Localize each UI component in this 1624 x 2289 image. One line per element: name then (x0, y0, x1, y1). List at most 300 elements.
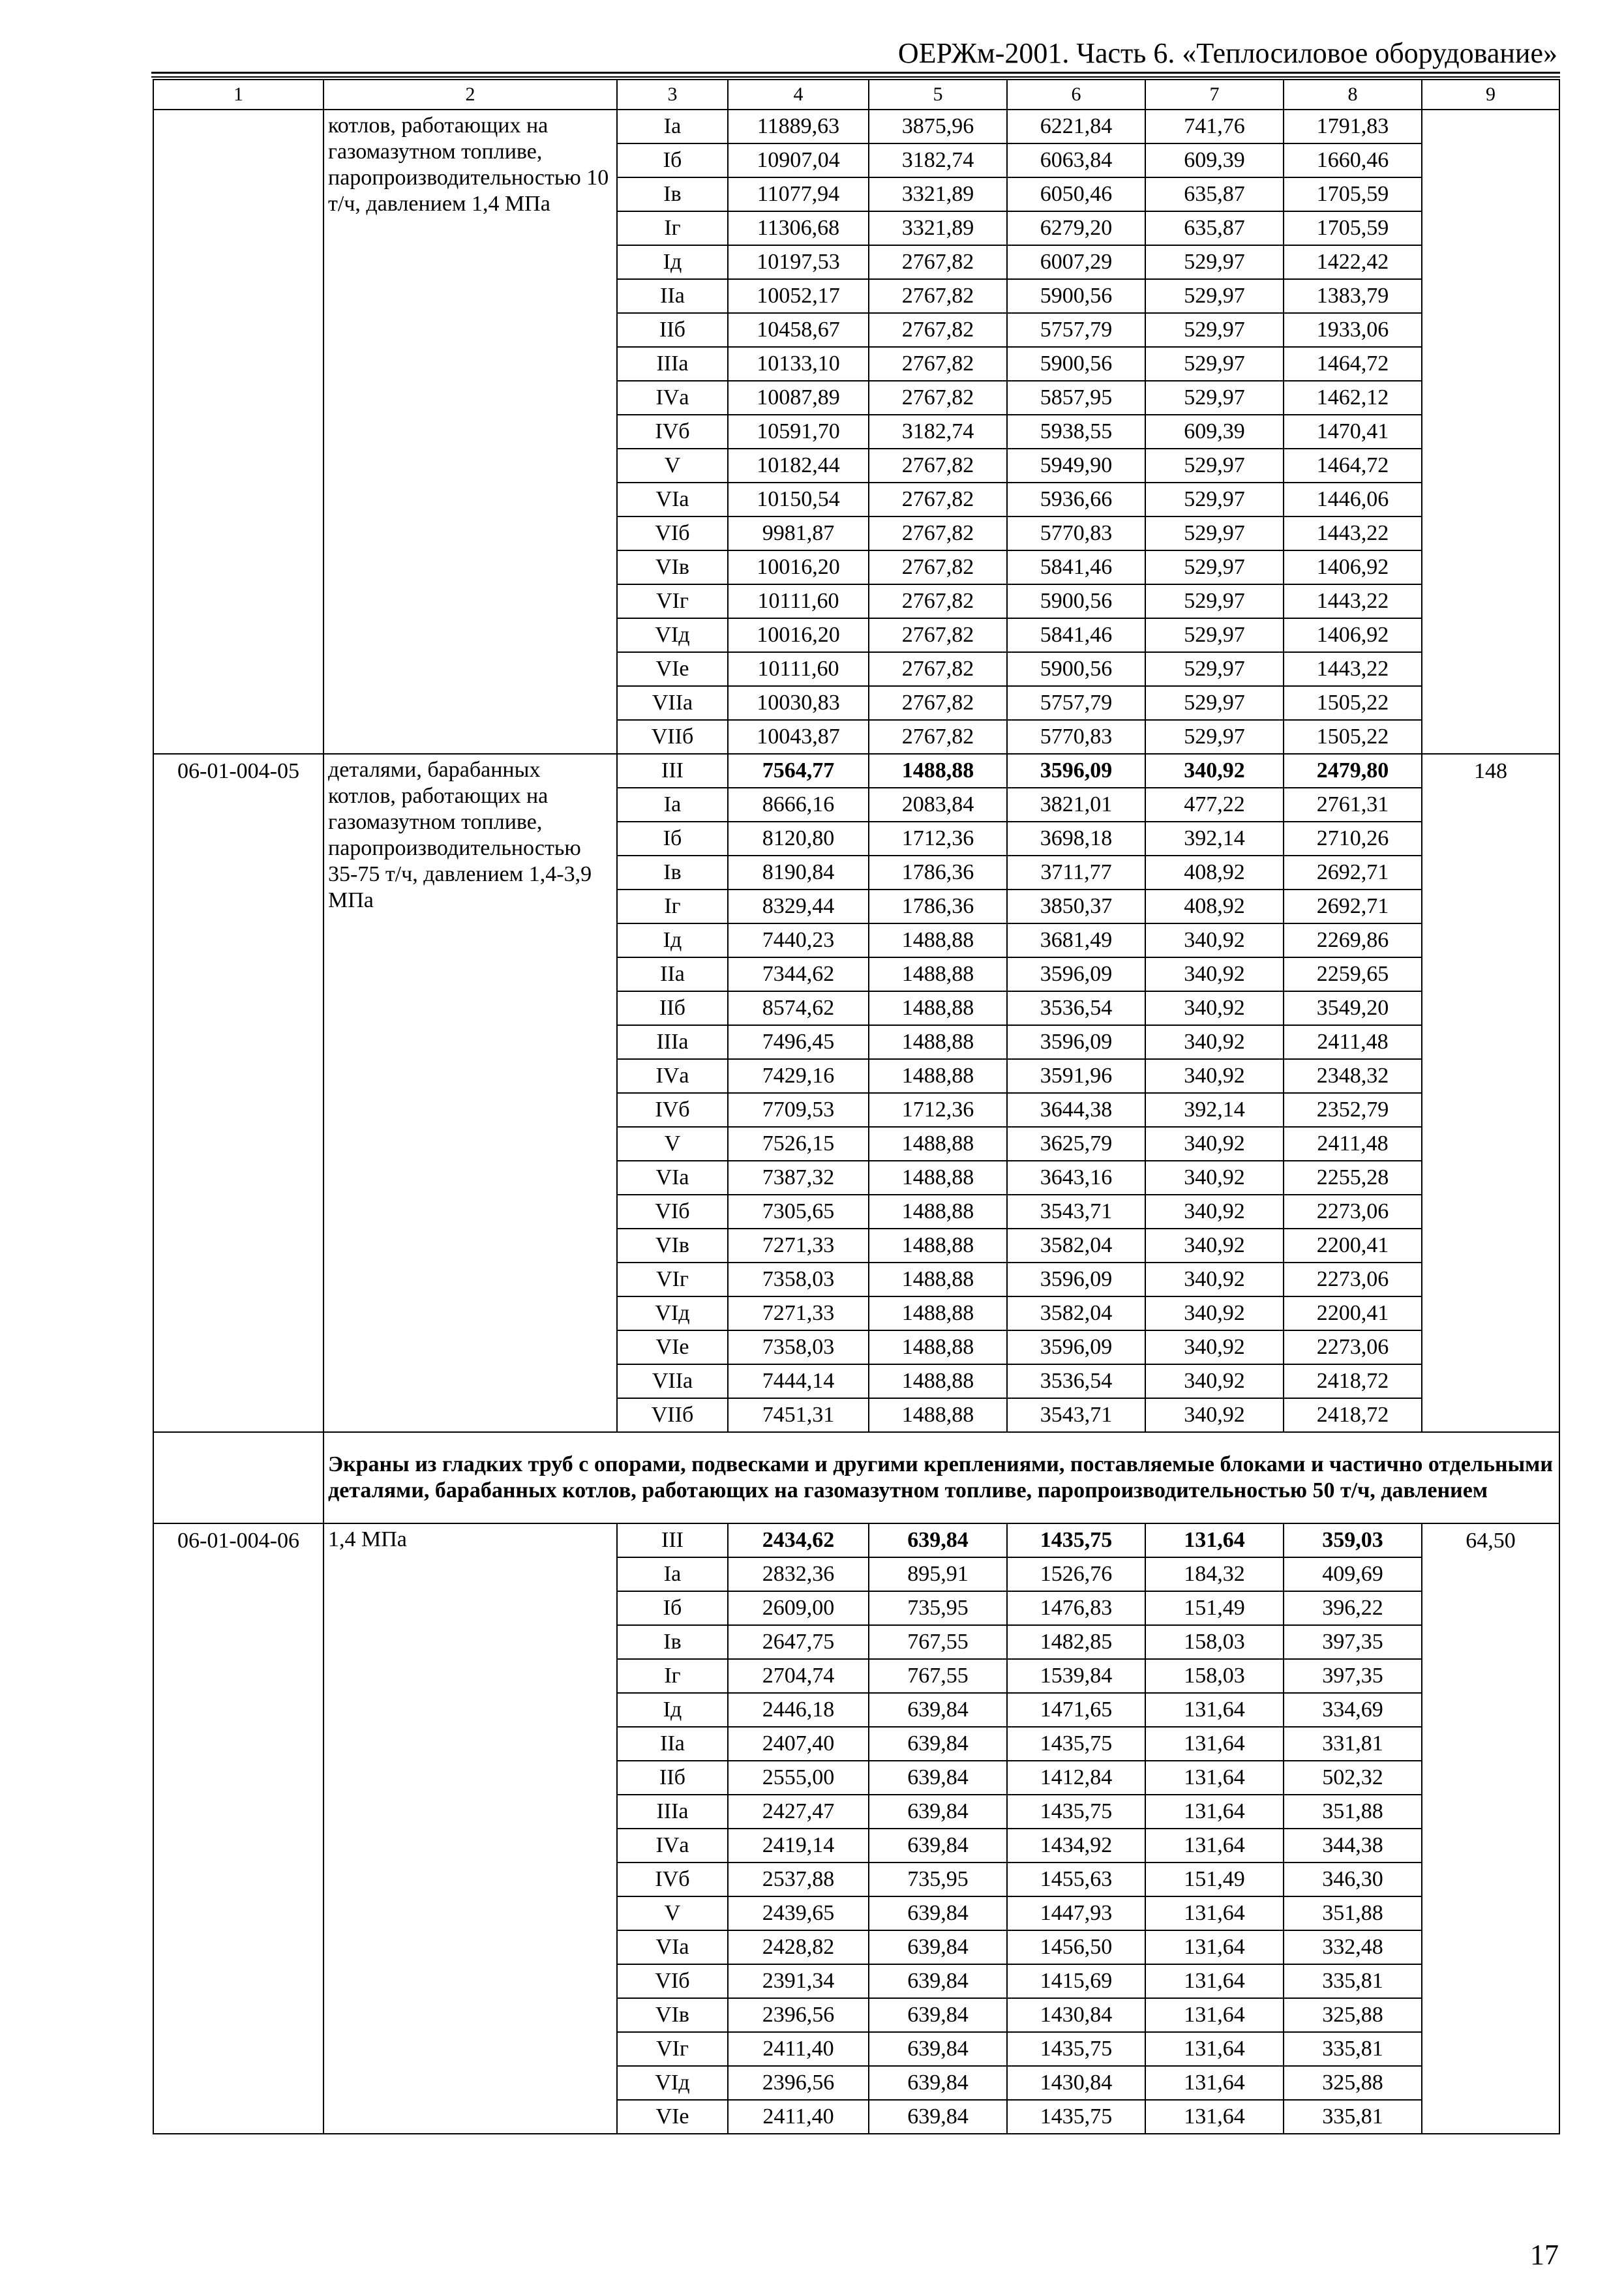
machine-cost: 3625,79 (1007, 1127, 1145, 1161)
total-cost: 8190,84 (728, 856, 869, 890)
total-cost: 10907,04 (728, 143, 869, 177)
zone-code: VIе (617, 652, 728, 686)
machine-cost: 3543,71 (1007, 1195, 1145, 1229)
column-number-row (153, 80, 1559, 110)
operator-wage: 340,92 (1145, 1025, 1284, 1059)
zone-code: IIа (617, 279, 728, 313)
material-cost: 502,32 (1284, 1761, 1422, 1795)
labor-cost: 767,55 (869, 1659, 1007, 1693)
operator-wage: 340,92 (1145, 1330, 1284, 1364)
operator-wage: 529,97 (1145, 550, 1284, 584)
material-cost: 1933,06 (1284, 313, 1422, 347)
material-cost: 1422,42 (1284, 245, 1422, 279)
material-cost: 3549,20 (1284, 991, 1422, 1025)
labor-cost: 639,84 (869, 1896, 1007, 1930)
operator-wage: 131,64 (1145, 2066, 1284, 2100)
machine-cost: 3596,09 (1007, 957, 1145, 991)
machine-cost: 1435,75 (1007, 2032, 1145, 2066)
material-cost: 351,88 (1284, 1795, 1422, 1829)
column-number: 1 (153, 80, 323, 110)
labor-hours: 64,50 (1422, 1523, 1559, 2134)
total-cost: 7564,77 (728, 754, 869, 788)
zone-code: Iг (617, 211, 728, 245)
labor-cost: 735,95 (869, 1591, 1007, 1625)
operator-wage: 158,03 (1145, 1659, 1284, 1693)
rate-description: деталями, барабанных котлов, работающих на газомазутном топливе, паропроизводительностью 35-75 т/ч, давлением 1,4-3,9 МПа (323, 754, 617, 1432)
total-cost: 8329,44 (728, 890, 869, 923)
zone-code: VIа (617, 1161, 728, 1195)
material-cost: 1505,22 (1284, 720, 1422, 754)
machine-cost: 3596,09 (1007, 1025, 1145, 1059)
zone-code: VIв (617, 1998, 728, 2032)
operator-wage: 340,92 (1145, 1296, 1284, 1330)
machine-cost: 1456,50 (1007, 1930, 1145, 1964)
labor-cost: 2767,82 (869, 483, 1007, 516)
material-cost: 2259,65 (1284, 957, 1422, 991)
material-cost: 2418,72 (1284, 1364, 1422, 1398)
total-cost: 8574,62 (728, 991, 869, 1025)
column-number: 9 (1422, 80, 1559, 110)
labor-cost: 1488,88 (869, 957, 1007, 991)
labor-cost: 639,84 (869, 1523, 1007, 1557)
material-cost: 344,38 (1284, 1829, 1422, 1863)
operator-wage: 131,64 (1145, 1727, 1284, 1761)
labor-cost: 2767,82 (869, 245, 1007, 279)
labor-cost: 1712,36 (869, 822, 1007, 856)
material-cost: 2348,32 (1284, 1059, 1422, 1093)
operator-wage: 131,64 (1145, 1930, 1284, 1964)
machine-cost: 3644,38 (1007, 1093, 1145, 1127)
operator-wage: 609,39 (1145, 415, 1284, 449)
total-cost: 2647,75 (728, 1625, 869, 1659)
total-cost: 10052,17 (728, 279, 869, 313)
labor-cost: 1712,36 (869, 1093, 1007, 1127)
operator-wage: 529,97 (1145, 516, 1284, 550)
total-cost: 2427,47 (728, 1795, 869, 1829)
zone-code: Iг (617, 1659, 728, 1693)
machine-cost: 5757,79 (1007, 313, 1145, 347)
operator-wage: 529,97 (1145, 313, 1284, 347)
operator-wage: 609,39 (1145, 143, 1284, 177)
total-cost: 10150,54 (728, 483, 869, 516)
material-cost: 1443,22 (1284, 652, 1422, 686)
zone-code: IIа (617, 957, 728, 991)
zone-code: V (617, 1896, 728, 1930)
total-cost: 7358,03 (728, 1330, 869, 1364)
rate-code: 06-01-004-05 (153, 754, 323, 1432)
zone-code: V (617, 1127, 728, 1161)
labor-cost: 1488,88 (869, 1229, 1007, 1263)
total-cost: 2434,62 (728, 1523, 869, 1557)
labor-cost: 1488,88 (869, 1195, 1007, 1229)
total-cost: 2537,88 (728, 1863, 869, 1896)
labor-cost: 1488,88 (869, 923, 1007, 957)
machine-cost: 6279,20 (1007, 211, 1145, 245)
material-cost: 325,88 (1284, 2066, 1422, 2100)
zone-code: VIIб (617, 1398, 728, 1432)
machine-cost: 5900,56 (1007, 279, 1145, 313)
labor-cost: 2767,82 (869, 313, 1007, 347)
machine-cost: 5770,83 (1007, 516, 1145, 550)
total-cost: 11889,63 (728, 110, 869, 143)
material-cost: 1383,79 (1284, 279, 1422, 313)
labor-cost: 639,84 (869, 1930, 1007, 1964)
total-cost: 7271,33 (728, 1296, 869, 1330)
material-cost: 1470,41 (1284, 415, 1422, 449)
zone-code: VIб (617, 516, 728, 550)
labor-cost: 1786,36 (869, 890, 1007, 923)
operator-wage: 340,92 (1145, 1127, 1284, 1161)
material-cost: 2273,06 (1284, 1330, 1422, 1364)
material-cost: 325,88 (1284, 1998, 1422, 2032)
zone-code: IVб (617, 1093, 728, 1127)
total-cost: 2419,14 (728, 1829, 869, 1863)
material-cost: 2710,26 (1284, 822, 1422, 856)
column-number: 3 (617, 80, 728, 110)
material-cost: 359,03 (1284, 1523, 1422, 1557)
labor-cost: 2083,84 (869, 788, 1007, 822)
machine-cost: 5857,95 (1007, 381, 1145, 415)
zone-code: VIа (617, 483, 728, 516)
operator-wage: 529,97 (1145, 449, 1284, 483)
machine-cost: 3681,49 (1007, 923, 1145, 957)
material-cost: 2418,72 (1284, 1398, 1422, 1432)
machine-cost: 3582,04 (1007, 1229, 1145, 1263)
operator-wage: 131,64 (1145, 1896, 1284, 1930)
operator-wage: 340,92 (1145, 991, 1284, 1025)
machine-cost: 1415,69 (1007, 1964, 1145, 1998)
material-cost: 335,81 (1284, 1964, 1422, 1998)
material-cost: 397,35 (1284, 1659, 1422, 1693)
material-cost: 2411,48 (1284, 1127, 1422, 1161)
material-cost: 1505,22 (1284, 686, 1422, 720)
labor-cost: 639,84 (869, 2100, 1007, 2134)
material-cost: 2273,06 (1284, 1263, 1422, 1296)
total-cost: 7344,62 (728, 957, 869, 991)
rate-description: 1,4 МПа (323, 1523, 617, 2134)
zone-code: VIIа (617, 1364, 728, 1398)
total-cost: 10087,89 (728, 381, 869, 415)
total-cost: 7496,45 (728, 1025, 869, 1059)
material-cost: 335,81 (1284, 2032, 1422, 2066)
rate-code: 06-01-004-06 (153, 1523, 323, 2134)
operator-wage: 151,49 (1145, 1591, 1284, 1625)
labor-cost: 1488,88 (869, 1127, 1007, 1161)
material-cost: 1443,22 (1284, 516, 1422, 550)
machine-cost: 5900,56 (1007, 584, 1145, 618)
total-cost: 2428,82 (728, 1930, 869, 1964)
operator-wage: 340,92 (1145, 1161, 1284, 1195)
material-cost: 2269,86 (1284, 923, 1422, 957)
operator-wage: 529,97 (1145, 381, 1284, 415)
total-cost: 2555,00 (728, 1761, 869, 1795)
operator-wage: 529,97 (1145, 686, 1284, 720)
machine-cost: 1476,83 (1007, 1591, 1145, 1625)
zone-code: Iа (617, 1557, 728, 1591)
machine-cost: 3543,71 (1007, 1398, 1145, 1432)
machine-cost: 3698,18 (1007, 822, 1145, 856)
zone-code: VIб (617, 1195, 728, 1229)
operator-wage: 529,97 (1145, 347, 1284, 381)
operator-wage: 529,97 (1145, 652, 1284, 686)
total-cost: 11306,68 (728, 211, 869, 245)
total-cost: 7444,14 (728, 1364, 869, 1398)
labor-cost: 1488,88 (869, 1364, 1007, 1398)
total-cost: 2609,00 (728, 1591, 869, 1625)
labor-cost: 1488,88 (869, 1296, 1007, 1330)
material-cost: 2352,79 (1284, 1093, 1422, 1127)
operator-wage: 340,92 (1145, 1229, 1284, 1263)
column-number: 7 (1145, 80, 1284, 110)
operator-wage: 340,92 (1145, 754, 1284, 788)
zone-code: VIIб (617, 720, 728, 754)
zone-code: IVа (617, 1059, 728, 1093)
operator-wage: 529,97 (1145, 279, 1284, 313)
machine-cost: 6050,46 (1007, 177, 1145, 211)
table-row (153, 1523, 1559, 1557)
operator-wage: 529,97 (1145, 618, 1284, 652)
labor-cost: 3321,89 (869, 177, 1007, 211)
total-cost: 10043,87 (728, 720, 869, 754)
labor-cost: 2767,82 (869, 720, 1007, 754)
material-cost: 346,30 (1284, 1863, 1422, 1896)
material-cost: 1660,46 (1284, 143, 1422, 177)
labor-cost: 2767,82 (869, 516, 1007, 550)
total-cost: 7387,32 (728, 1161, 869, 1195)
labor-cost: 895,91 (869, 1557, 1007, 1591)
zone-code: IVб (617, 415, 728, 449)
machine-cost: 3536,54 (1007, 991, 1145, 1025)
machine-cost: 1430,84 (1007, 2066, 1145, 2100)
total-cost: 10111,60 (728, 652, 869, 686)
material-cost: 1705,59 (1284, 211, 1422, 245)
machine-cost: 1435,75 (1007, 1727, 1145, 1761)
material-cost: 397,35 (1284, 1625, 1422, 1659)
section-blank (153, 1432, 323, 1523)
machine-cost: 3582,04 (1007, 1296, 1145, 1330)
zone-code: IIIа (617, 347, 728, 381)
operator-wage: 340,92 (1145, 957, 1284, 991)
total-cost: 7451,31 (728, 1398, 869, 1432)
labor-cost: 639,84 (869, 1727, 1007, 1761)
rates-table-body (153, 80, 1559, 2134)
zone-code: IIIа (617, 1795, 728, 1829)
operator-wage: 529,97 (1145, 483, 1284, 516)
total-cost: 7271,33 (728, 1229, 869, 1263)
section-heading: Экраны из гладких труб с опорами, подвесками и другими креплениями, поставляемые блоками и частично отдельными деталями, барабанных котлов, работающих на газомазутном топливе, паропроизводительностью 50 т/ч, давлением (323, 1432, 1559, 1523)
zone-code: VIд (617, 1296, 728, 1330)
material-cost: 1791,83 (1284, 110, 1422, 143)
operator-wage: 131,64 (1145, 1761, 1284, 1795)
machine-cost: 3850,37 (1007, 890, 1145, 923)
operator-wage: 158,03 (1145, 1625, 1284, 1659)
machine-cost: 1434,92 (1007, 1829, 1145, 1863)
labor-cost: 639,84 (869, 1964, 1007, 1998)
labor-cost: 1488,88 (869, 1330, 1007, 1364)
operator-wage: 131,64 (1145, 2100, 1284, 2134)
operator-wage: 131,64 (1145, 1795, 1284, 1829)
total-cost: 10197,53 (728, 245, 869, 279)
operator-wage: 340,92 (1145, 923, 1284, 957)
zone-code: Iв (617, 856, 728, 890)
machine-cost: 5936,66 (1007, 483, 1145, 516)
operator-wage: 340,92 (1145, 1364, 1284, 1398)
material-cost: 1462,12 (1284, 381, 1422, 415)
zone-code: VIд (617, 2066, 728, 2100)
zone-code: Iд (617, 1693, 728, 1727)
machine-cost: 1539,84 (1007, 1659, 1145, 1693)
machine-cost: 3596,09 (1007, 754, 1145, 788)
operator-wage: 635,87 (1145, 177, 1284, 211)
total-cost: 2704,74 (728, 1659, 869, 1693)
labor-cost: 3182,74 (869, 415, 1007, 449)
total-cost: 2446,18 (728, 1693, 869, 1727)
labor-cost: 3321,89 (869, 211, 1007, 245)
operator-wage: 408,92 (1145, 856, 1284, 890)
labor-cost: 2767,82 (869, 347, 1007, 381)
operator-wage: 184,32 (1145, 1557, 1284, 1591)
zone-code: VIIа (617, 686, 728, 720)
zone-code: VIе (617, 2100, 728, 2134)
machine-cost: 6007,29 (1007, 245, 1145, 279)
machine-cost: 3596,09 (1007, 1263, 1145, 1296)
operator-wage: 131,64 (1145, 1523, 1284, 1557)
labor-cost: 639,84 (869, 1761, 1007, 1795)
rate-description: котлов, работающих на газомазутном топливе, паропроизводительностью 10 т/ч, давлением 1,4 МПа (323, 110, 617, 754)
total-cost: 2396,56 (728, 1998, 869, 2032)
total-cost: 10182,44 (728, 449, 869, 483)
machine-cost: 1471,65 (1007, 1693, 1145, 1727)
zone-code: IIIа (617, 1025, 728, 1059)
total-cost: 2411,40 (728, 2032, 869, 2066)
zone-code: VIд (617, 618, 728, 652)
total-cost: 10016,20 (728, 550, 869, 584)
total-cost: 2439,65 (728, 1896, 869, 1930)
labor-cost: 1488,88 (869, 1059, 1007, 1093)
machine-cost: 1430,84 (1007, 1998, 1145, 2032)
zone-code: VIб (617, 1964, 728, 1998)
machine-cost: 6063,84 (1007, 143, 1145, 177)
material-cost: 396,22 (1284, 1591, 1422, 1625)
labor-cost: 2767,82 (869, 686, 1007, 720)
machine-cost: 5841,46 (1007, 618, 1145, 652)
labor-cost: 2767,82 (869, 449, 1007, 483)
material-cost: 2273,06 (1284, 1195, 1422, 1229)
zone-code: Iв (617, 177, 728, 211)
total-cost: 2407,40 (728, 1727, 869, 1761)
material-cost: 2692,71 (1284, 890, 1422, 923)
operator-wage: 340,92 (1145, 1195, 1284, 1229)
material-cost: 2411,48 (1284, 1025, 1422, 1059)
column-number: 4 (728, 80, 869, 110)
labor-cost: 639,84 (869, 1829, 1007, 1863)
total-cost: 7440,23 (728, 923, 869, 957)
material-cost: 2692,71 (1284, 856, 1422, 890)
total-cost: 7709,53 (728, 1093, 869, 1127)
material-cost: 1406,92 (1284, 618, 1422, 652)
operator-wage: 340,92 (1145, 1398, 1284, 1432)
total-cost: 11077,94 (728, 177, 869, 211)
machine-cost: 3821,01 (1007, 788, 1145, 822)
operator-wage: 529,97 (1145, 245, 1284, 279)
labor-cost: 735,95 (869, 1863, 1007, 1896)
zone-code: IVб (617, 1863, 728, 1896)
operator-wage: 392,14 (1145, 822, 1284, 856)
page-number: 17 (1530, 2239, 1559, 2271)
zone-code: Iа (617, 110, 728, 143)
total-cost: 2832,36 (728, 1557, 869, 1591)
zone-code: III (617, 754, 728, 788)
operator-wage: 131,64 (1145, 1829, 1284, 1863)
labor-cost: 2767,82 (869, 279, 1007, 313)
rate-code (153, 110, 323, 754)
machine-cost: 1482,85 (1007, 1625, 1145, 1659)
material-cost: 351,88 (1284, 1896, 1422, 1930)
total-cost: 2411,40 (728, 2100, 869, 2134)
machine-cost: 3591,96 (1007, 1059, 1145, 1093)
operator-wage: 131,64 (1145, 1998, 1284, 2032)
total-cost: 8666,16 (728, 788, 869, 822)
total-cost: 10591,70 (728, 415, 869, 449)
operator-wage: 635,87 (1145, 211, 1284, 245)
total-cost: 8120,80 (728, 822, 869, 856)
operator-wage: 392,14 (1145, 1093, 1284, 1127)
column-number: 5 (869, 80, 1007, 110)
material-cost: 2255,28 (1284, 1161, 1422, 1195)
labor-cost: 2767,82 (869, 584, 1007, 618)
labor-cost: 1488,88 (869, 754, 1007, 788)
labor-cost: 639,84 (869, 2032, 1007, 2066)
labor-cost: 639,84 (869, 2066, 1007, 2100)
zone-code: IIб (617, 991, 728, 1025)
machine-cost: 1435,75 (1007, 1523, 1145, 1557)
labor-cost: 1488,88 (869, 1161, 1007, 1195)
operator-wage: 477,22 (1145, 788, 1284, 822)
operator-wage: 131,64 (1145, 1693, 1284, 1727)
zone-code: VIа (617, 1930, 728, 1964)
material-cost: 1446,06 (1284, 483, 1422, 516)
material-cost: 1443,22 (1284, 584, 1422, 618)
material-cost: 334,69 (1284, 1693, 1422, 1727)
total-cost: 10458,67 (728, 313, 869, 347)
zone-code: Iд (617, 923, 728, 957)
total-cost: 7429,16 (728, 1059, 869, 1093)
labor-cost: 2767,82 (869, 652, 1007, 686)
zone-code: III (617, 1523, 728, 1557)
material-cost: 2479,80 (1284, 754, 1422, 788)
zone-code: Iб (617, 822, 728, 856)
labor-cost: 639,84 (869, 1795, 1007, 1829)
labor-cost: 2767,82 (869, 618, 1007, 652)
zone-code: VIг (617, 1263, 728, 1296)
operator-wage: 151,49 (1145, 1863, 1284, 1896)
machine-cost: 1435,75 (1007, 1795, 1145, 1829)
machine-cost: 3596,09 (1007, 1330, 1145, 1364)
operator-wage: 340,92 (1145, 1059, 1284, 1093)
machine-cost: 1447,93 (1007, 1896, 1145, 1930)
zone-code: Iб (617, 143, 728, 177)
section-row (153, 1432, 1559, 1523)
zone-code: IVа (617, 381, 728, 415)
material-cost: 2200,41 (1284, 1296, 1422, 1330)
machine-cost: 5757,79 (1007, 686, 1145, 720)
running-header: ОЕРЖм-2001. Часть 6. «Теплосиловое оборудование» (897, 37, 1557, 69)
zone-code: VIг (617, 584, 728, 618)
operator-wage: 131,64 (1145, 2032, 1284, 2066)
material-cost: 2200,41 (1284, 1229, 1422, 1263)
labor-cost: 3182,74 (869, 143, 1007, 177)
table-row (153, 110, 1559, 143)
